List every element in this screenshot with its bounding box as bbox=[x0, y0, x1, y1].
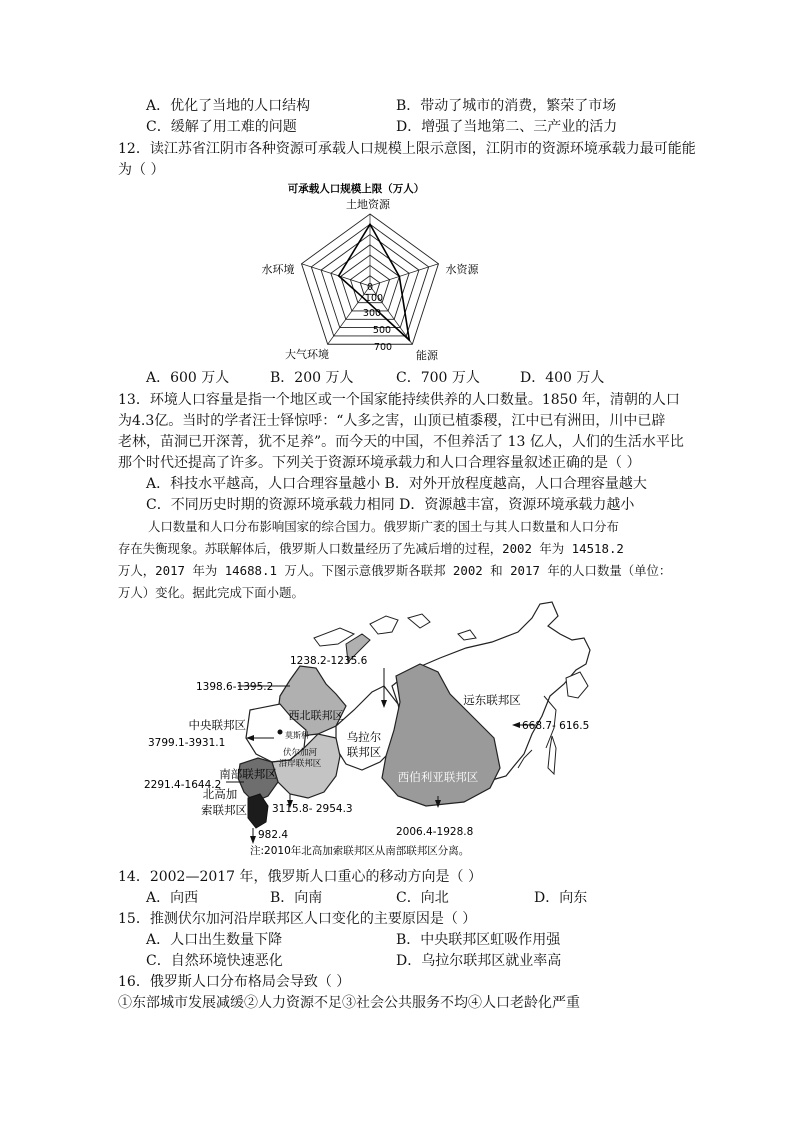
radar-point-0 bbox=[369, 223, 371, 225]
q14-stem: 14．2002—2017 年，俄罗斯人口重心的移动方向是（ ） bbox=[118, 869, 482, 885]
radar-axis-label-energy: 能源 bbox=[416, 349, 438, 362]
map-label-ural-2: 联邦区 bbox=[346, 745, 382, 759]
map-label-fareast: 远东联邦区 bbox=[463, 693, 521, 707]
map-label-moscow: 莫斯科 bbox=[285, 731, 309, 740]
map-label-siberia: 西伯利亚联邦区 bbox=[397, 770, 479, 784]
q11-option-c: C．缓解了用工难的问题 bbox=[146, 119, 297, 135]
radar-point-4 bbox=[338, 275, 340, 277]
radar-ring-label-500: 500 bbox=[372, 325, 392, 336]
q12-option-a: A．600 万人 bbox=[146, 370, 230, 386]
map-label-ncaucasus-1: 北高加 bbox=[202, 787, 238, 801]
q13-line2: 为4.3亿。当时的学者汪士铎惊呼：“人多之害，山顶已植黍稷，江中已有洲田，川中已辟 bbox=[118, 413, 666, 429]
radar-axis-label-land: 土地资源 bbox=[346, 198, 390, 211]
radar-axis-1 bbox=[370, 264, 438, 286]
map-label-northwest: 西北联邦区 bbox=[288, 709, 344, 722]
q15-stem: 15．推测伏尔加河沿岸联邦区人口变化的主要原因是（ ） bbox=[118, 911, 477, 927]
passage-line4: 万人）变化。据此完成下面小题。 bbox=[118, 585, 304, 600]
passage-line2: 存在失衡现象。苏联解体后，俄罗斯人口数量经历了先减后增的过程，2002 年为 14518.2 bbox=[118, 541, 624, 556]
q13-options-ab: A．科技水平越高，人口合理容量越小 B．对外开放程度越高，人口合理容量越大 bbox=[146, 476, 647, 492]
radar-point-2 bbox=[408, 339, 410, 341]
radar-ring-label-100: 100 bbox=[364, 293, 384, 304]
q14-option-a: A．向西 bbox=[146, 890, 199, 906]
map-value-northwest: 1398.6-1395.2 bbox=[196, 681, 274, 693]
map-note: 注:2010年北高加索联邦区从南部联邦区分离。 bbox=[250, 845, 470, 857]
q14-option-d: D．向东 bbox=[534, 890, 588, 906]
map-value-ural: 1238.2-1235.6 bbox=[290, 655, 368, 667]
radar-axis-label-water: 水资源 bbox=[445, 263, 479, 276]
passage-line3: 万人，2017 年为 14688.1 万人。下图示意俄罗斯各联邦 2002 和 2017 年的人口数量（单位： bbox=[118, 563, 672, 578]
q15-option-a: A．人口出生数量下降 bbox=[146, 932, 283, 948]
radar-ring-label-300: 300 bbox=[362, 308, 382, 319]
map-ncaucasus-region bbox=[248, 794, 268, 828]
map-label-volga-2: 沿岸联邦区 bbox=[278, 759, 322, 769]
passage-line1: 人口数量和人口分布影响国家的综合国力。俄罗斯广袤的国土与其人口数量和人口分布 bbox=[148, 519, 619, 534]
q11-option-b: B．带动了城市的消费，繁荣了市场 bbox=[396, 98, 617, 114]
q14-option-c: C．向北 bbox=[396, 890, 449, 906]
radar-axis-label-air: 大气环境 bbox=[285, 348, 329, 361]
q16-stem: 16．俄罗斯人口分布格局会导致（ ） bbox=[118, 974, 351, 990]
map-value-fareast: 668.7- 616.5 bbox=[522, 720, 590, 732]
russia-map bbox=[140, 598, 600, 860]
q13-options-cd: C．不同历史时期的资源环境承载力相同 D．资源越丰富，资源环境承载力越小 bbox=[146, 497, 635, 513]
map-value-south: 2291.4-1644.2 bbox=[144, 779, 222, 791]
map-label-volga-1: 伏尔加河 bbox=[282, 748, 318, 758]
radar-series-0 bbox=[339, 224, 410, 340]
q12-stem-line2: 为（ ） bbox=[118, 162, 165, 178]
q13-line3: 老林，苗洞已开深菁，犹不足养”。而今天的中国，不但养活了 13 亿人，人们的生活水平比 bbox=[118, 434, 684, 450]
q15-option-c: C．自然环境快速恶化 bbox=[146, 953, 283, 969]
map-value-central: 3799.1-3931.1 bbox=[148, 737, 226, 749]
q12-option-d: D．400 万人 bbox=[520, 370, 605, 386]
q11-option-d: D．增强了当地第二、三产业的活力 bbox=[396, 119, 618, 135]
map-label-south: 南部联邦区 bbox=[219, 767, 277, 781]
radar-axis-label-watenv: 水环境 bbox=[261, 263, 295, 276]
q14-option-b: B．向南 bbox=[270, 890, 323, 906]
map-value-volga: 3115.8- 2954.3 bbox=[272, 803, 353, 815]
q15-option-b: B．中央联邦区虹吸作用强 bbox=[396, 932, 561, 948]
map-value-siberia: 2006.4-1928.8 bbox=[396, 826, 474, 838]
radar-point-3 bbox=[361, 296, 363, 298]
q16-choices: ①东部城市发展减缓②人力资源不足③社会公共服务不均④人口老龄化严重 bbox=[118, 995, 580, 1011]
q15-option-d: D．乌拉尔联邦区就业率高 bbox=[396, 953, 562, 969]
radar-ring-label-700: 700 bbox=[373, 342, 393, 353]
radar-axis-4 bbox=[302, 264, 370, 286]
q12-option-b: B．200 万人 bbox=[270, 370, 354, 386]
q13-line4: 那个时代还提高了许多。下列关于资源环境承载力和人口合理容量叙述正确的是（ ） bbox=[118, 455, 641, 471]
radar-chart bbox=[250, 178, 500, 368]
q12-stem-line1: 12．读江苏省江阴市各种资源可承载人口规模上限示意图，江阴市的资源环境承载力最可能能 bbox=[118, 141, 696, 157]
q12-option-c: C．700 万人 bbox=[396, 370, 480, 386]
radar-ring-label-0: 0 bbox=[366, 282, 374, 293]
moscow-marker bbox=[278, 730, 283, 735]
q11-option-a: A．优化了当地的人口结构 bbox=[146, 98, 311, 114]
radar-point-1 bbox=[399, 276, 401, 278]
radar-title: 可承载人口规模上限（万人） bbox=[287, 183, 425, 195]
map-label-ural-1: 乌拉尔 bbox=[346, 730, 382, 744]
map-value-ncaucasus: 982.4 bbox=[258, 829, 289, 841]
q13-line1: 13．环境人口容量是指一个地区或一个国家能持续供养的人口数量。1850 年，清朝的人口 bbox=[118, 392, 680, 408]
map-label-central: 中央联邦区 bbox=[188, 718, 246, 732]
map-label-ncaucasus-2: 索联邦区 bbox=[201, 803, 247, 817]
